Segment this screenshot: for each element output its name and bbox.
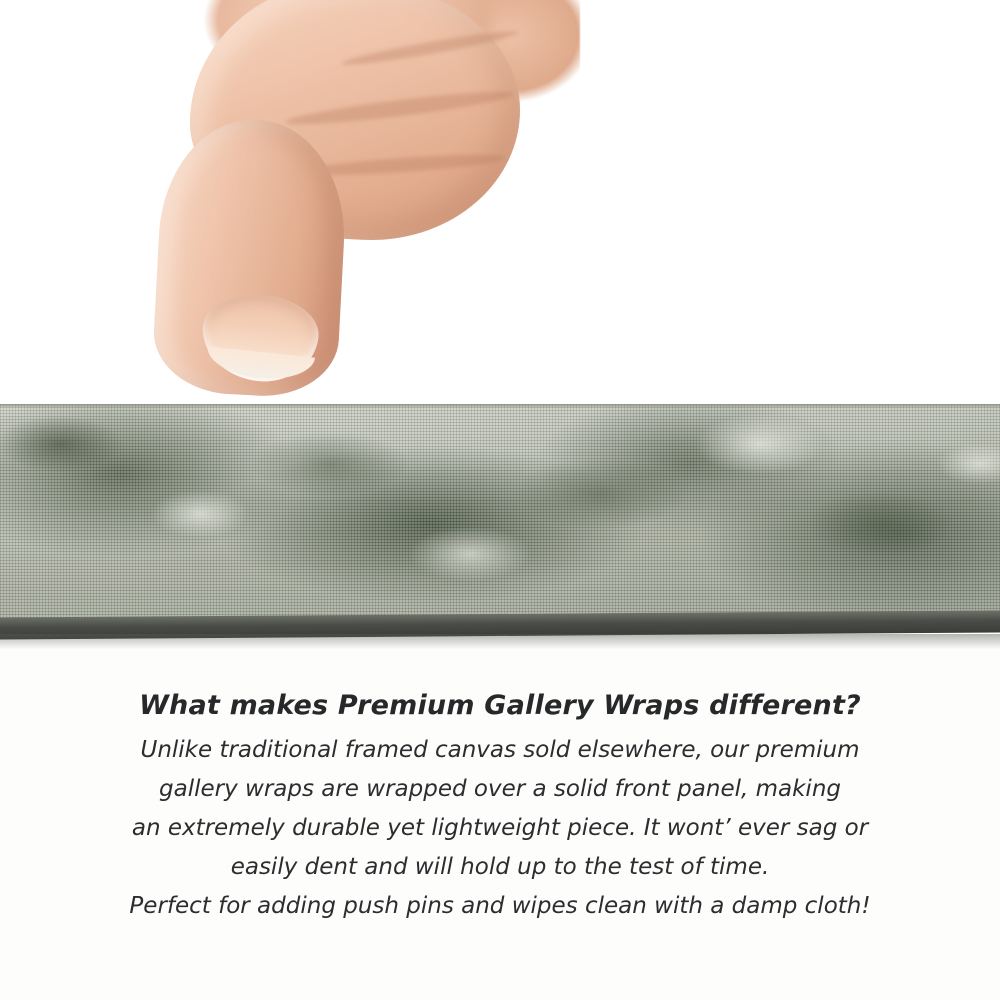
caption-block bbox=[0, 690, 1000, 928]
canvas-wrap-edge bbox=[0, 404, 1000, 618]
caption-line: gallery wraps are wrapped over a solid front panel, making bbox=[159, 776, 841, 803]
canvas-dark-specks bbox=[0, 404, 1000, 618]
caption-line: Perfect for adding push pins and wipes clean with a damp cloth! bbox=[129, 893, 871, 920]
caption-line: easily dent and will hold up to the test of time. bbox=[230, 854, 770, 881]
hand-illustration bbox=[120, 0, 590, 430]
caption-body bbox=[0, 733, 1000, 923]
caption-line: an extremely durable yet lightweight piece. It wont’ ever sag or bbox=[131, 815, 869, 842]
caption-heading: What makes Premium Gallery Wraps different? bbox=[139, 690, 861, 721]
caption-line: Unlike traditional framed canvas sold elsewhere, our premium bbox=[140, 737, 860, 763]
wrap-drop-shadow bbox=[0, 634, 1000, 650]
knuckle-crease bbox=[340, 26, 519, 69]
knuckle-crease bbox=[285, 86, 515, 130]
